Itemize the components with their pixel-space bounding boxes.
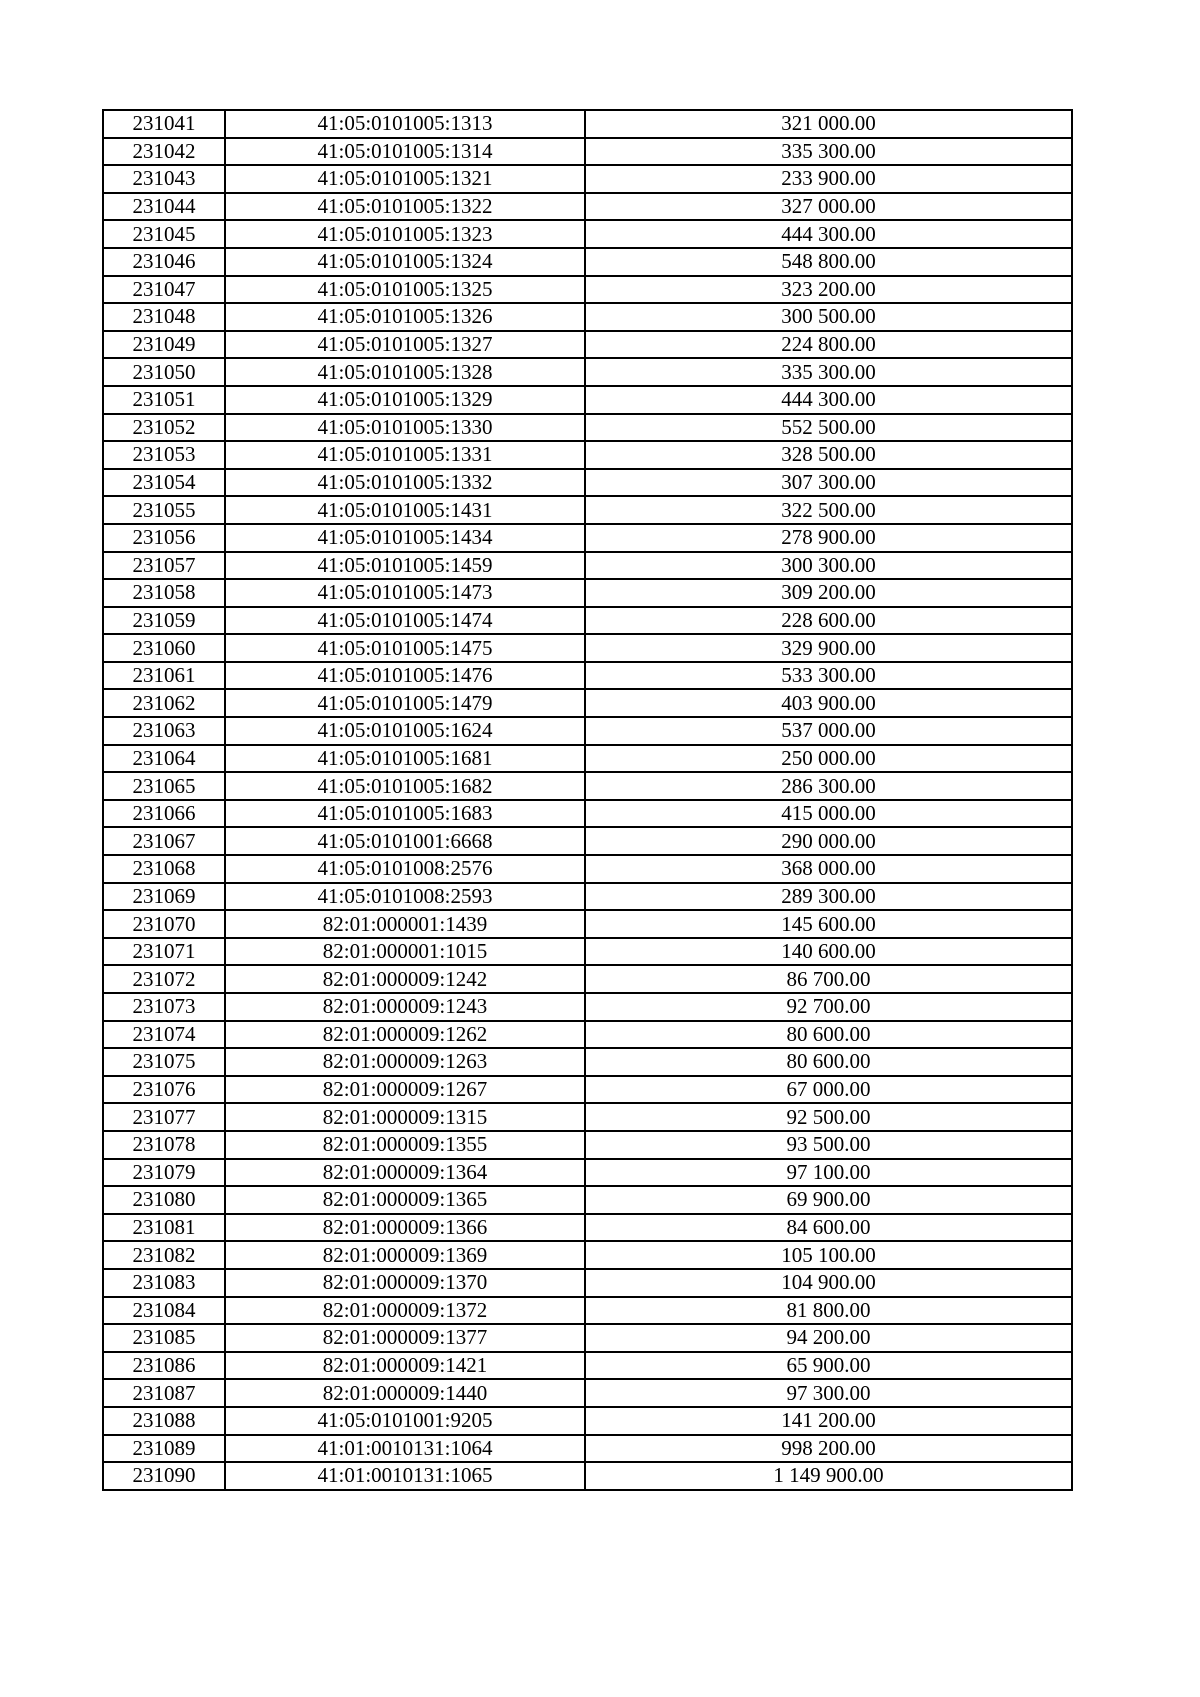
row-number-cell: 231049 bbox=[103, 331, 225, 359]
table-row bbox=[103, 662, 1072, 690]
row-number-cell: 231072 bbox=[103, 965, 225, 993]
row-number-cell: 231077 bbox=[103, 1103, 225, 1131]
table-row bbox=[103, 524, 1072, 552]
row-number-cell: 231045 bbox=[103, 220, 225, 248]
row-number-cell: 231062 bbox=[103, 689, 225, 717]
row-number-cell: 231061 bbox=[103, 662, 225, 690]
value-cell: 86 700.00 bbox=[585, 965, 1072, 993]
row-number-cell: 231080 bbox=[103, 1186, 225, 1214]
table-row bbox=[103, 689, 1072, 717]
cadastral-number-cell: 82:01:000009:1421 bbox=[225, 1352, 585, 1380]
value-cell: 233 900.00 bbox=[585, 165, 1072, 193]
table-row bbox=[103, 1324, 1072, 1352]
value-cell: 998 200.00 bbox=[585, 1435, 1072, 1463]
value-cell: 80 600.00 bbox=[585, 1048, 1072, 1076]
value-cell: 537 000.00 bbox=[585, 717, 1072, 745]
cadastral-number-cell: 41:01:0010131:1065 bbox=[225, 1462, 585, 1490]
cadastral-number-cell: 82:01:000009:1267 bbox=[225, 1076, 585, 1104]
row-number-cell: 231090 bbox=[103, 1462, 225, 1490]
value-cell: 250 000.00 bbox=[585, 745, 1072, 773]
cadastral-number-cell: 82:01:000009:1366 bbox=[225, 1214, 585, 1242]
row-number-cell: 231044 bbox=[103, 193, 225, 221]
table-row bbox=[103, 800, 1072, 828]
table-row bbox=[103, 745, 1072, 773]
value-cell: 444 300.00 bbox=[585, 220, 1072, 248]
value-cell: 552 500.00 bbox=[585, 414, 1072, 442]
cadastral-number-cell: 41:05:0101005:1314 bbox=[225, 138, 585, 166]
cadastral-number-cell: 41:05:0101005:1328 bbox=[225, 358, 585, 386]
cadastral-number-cell: 41:05:0101005:1330 bbox=[225, 414, 585, 442]
table-row bbox=[103, 110, 1072, 138]
table-body bbox=[103, 110, 1072, 1490]
cadastral-number-cell: 41:05:0101005:1331 bbox=[225, 441, 585, 469]
cadastral-number-cell: 82:01:000001:1015 bbox=[225, 938, 585, 966]
table-row bbox=[103, 772, 1072, 800]
row-number-cell: 231075 bbox=[103, 1048, 225, 1076]
cadastral-number-cell: 82:01:000009:1262 bbox=[225, 1021, 585, 1049]
cadastral-number-cell: 41:05:0101005:1325 bbox=[225, 276, 585, 304]
value-cell: 278 900.00 bbox=[585, 524, 1072, 552]
cadastral-number-cell: 41:05:0101005:1321 bbox=[225, 165, 585, 193]
cadastral-number-cell: 41:05:0101005:1322 bbox=[225, 193, 585, 221]
row-number-cell: 231083 bbox=[103, 1269, 225, 1297]
cadastral-number-cell: 41:05:0101005:1313 bbox=[225, 110, 585, 138]
cadastral-number-cell: 41:05:0101005:1682 bbox=[225, 772, 585, 800]
cadastral-number-cell: 41:05:0101005:1473 bbox=[225, 579, 585, 607]
table-row bbox=[103, 276, 1072, 304]
table-row bbox=[103, 552, 1072, 580]
value-cell: 65 900.00 bbox=[585, 1352, 1072, 1380]
cadastral-number-cell: 41:05:0101005:1683 bbox=[225, 800, 585, 828]
value-cell: 335 300.00 bbox=[585, 138, 1072, 166]
row-number-cell: 231042 bbox=[103, 138, 225, 166]
table-row bbox=[103, 1131, 1072, 1159]
cadastral-number-cell: 82:01:000009:1377 bbox=[225, 1324, 585, 1352]
table-row bbox=[103, 1297, 1072, 1325]
cadastral-number-cell: 82:01:000009:1315 bbox=[225, 1103, 585, 1131]
row-number-cell: 231069 bbox=[103, 883, 225, 911]
row-number-cell: 231081 bbox=[103, 1214, 225, 1242]
table-row bbox=[103, 469, 1072, 497]
value-cell: 92 500.00 bbox=[585, 1103, 1072, 1131]
row-number-cell: 231066 bbox=[103, 800, 225, 828]
cadastral-number-cell: 41:05:0101005:1681 bbox=[225, 745, 585, 773]
value-cell: 290 000.00 bbox=[585, 827, 1072, 855]
table-row bbox=[103, 1021, 1072, 1049]
table-row bbox=[103, 1076, 1072, 1104]
table-row bbox=[103, 1159, 1072, 1187]
value-cell: 335 300.00 bbox=[585, 358, 1072, 386]
table-row bbox=[103, 358, 1072, 386]
value-cell: 300 300.00 bbox=[585, 552, 1072, 580]
table-row bbox=[103, 1435, 1072, 1463]
cadastral-number-cell: 82:01:000009:1242 bbox=[225, 965, 585, 993]
row-number-cell: 231050 bbox=[103, 358, 225, 386]
cadastral-number-cell: 41:05:0101005:1329 bbox=[225, 386, 585, 414]
cadastral-number-cell: 82:01:000009:1440 bbox=[225, 1379, 585, 1407]
table-row bbox=[103, 220, 1072, 248]
row-number-cell: 231070 bbox=[103, 910, 225, 938]
cadastral-number-cell: 41:05:0101005:1479 bbox=[225, 689, 585, 717]
value-cell: 97 300.00 bbox=[585, 1379, 1072, 1407]
row-number-cell: 231057 bbox=[103, 552, 225, 580]
table-row bbox=[103, 1269, 1072, 1297]
row-number-cell: 231051 bbox=[103, 386, 225, 414]
table-row bbox=[103, 938, 1072, 966]
cadastral-number-cell: 41:05:0101005:1474 bbox=[225, 607, 585, 635]
value-cell: 321 000.00 bbox=[585, 110, 1072, 138]
row-number-cell: 231052 bbox=[103, 414, 225, 442]
row-number-cell: 231082 bbox=[103, 1241, 225, 1269]
row-number-cell: 231068 bbox=[103, 855, 225, 883]
table-row bbox=[103, 883, 1072, 911]
value-cell: 145 600.00 bbox=[585, 910, 1072, 938]
table-row bbox=[103, 1214, 1072, 1242]
value-cell: 97 100.00 bbox=[585, 1159, 1072, 1187]
row-number-cell: 231056 bbox=[103, 524, 225, 552]
value-cell: 307 300.00 bbox=[585, 469, 1072, 497]
cadastral-number-cell: 41:05:0101005:1326 bbox=[225, 303, 585, 331]
cadastral-number-cell: 82:01:000009:1370 bbox=[225, 1269, 585, 1297]
row-number-cell: 231078 bbox=[103, 1131, 225, 1159]
table-row bbox=[103, 910, 1072, 938]
table-row bbox=[103, 1352, 1072, 1380]
row-number-cell: 231087 bbox=[103, 1379, 225, 1407]
table-row bbox=[103, 138, 1072, 166]
value-cell: 228 600.00 bbox=[585, 607, 1072, 635]
value-cell: 548 800.00 bbox=[585, 248, 1072, 276]
value-cell: 84 600.00 bbox=[585, 1214, 1072, 1242]
row-number-cell: 231048 bbox=[103, 303, 225, 331]
value-cell: 286 300.00 bbox=[585, 772, 1072, 800]
cadastral-number-cell: 82:01:000009:1355 bbox=[225, 1131, 585, 1159]
value-cell: 300 500.00 bbox=[585, 303, 1072, 331]
value-cell: 104 900.00 bbox=[585, 1269, 1072, 1297]
table-row bbox=[103, 634, 1072, 662]
value-cell: 141 200.00 bbox=[585, 1407, 1072, 1435]
value-cell: 93 500.00 bbox=[585, 1131, 1072, 1159]
row-number-cell: 231043 bbox=[103, 165, 225, 193]
table-row bbox=[103, 717, 1072, 745]
row-number-cell: 231053 bbox=[103, 441, 225, 469]
row-number-cell: 231063 bbox=[103, 717, 225, 745]
value-cell: 329 900.00 bbox=[585, 634, 1072, 662]
cadastral-number-cell: 41:05:0101005:1434 bbox=[225, 524, 585, 552]
table-row bbox=[103, 165, 1072, 193]
table-row bbox=[103, 193, 1072, 221]
cadastral-number-cell: 41:01:0010131:1064 bbox=[225, 1435, 585, 1463]
cadastral-number-cell: 82:01:000009:1365 bbox=[225, 1186, 585, 1214]
row-number-cell: 231076 bbox=[103, 1076, 225, 1104]
value-cell: 105 100.00 bbox=[585, 1241, 1072, 1269]
cadastral-number-cell: 41:05:0101008:2576 bbox=[225, 855, 585, 883]
cadastral-number-cell: 41:05:0101005:1431 bbox=[225, 496, 585, 524]
cadastral-number-cell: 41:05:0101005:1327 bbox=[225, 331, 585, 359]
value-cell: 415 000.00 bbox=[585, 800, 1072, 828]
table-row bbox=[103, 855, 1072, 883]
row-number-cell: 231055 bbox=[103, 496, 225, 524]
row-number-cell: 231067 bbox=[103, 827, 225, 855]
value-cell: 328 500.00 bbox=[585, 441, 1072, 469]
row-number-cell: 231079 bbox=[103, 1159, 225, 1187]
row-number-cell: 231065 bbox=[103, 772, 225, 800]
row-number-cell: 231054 bbox=[103, 469, 225, 497]
table-row bbox=[103, 386, 1072, 414]
cadastral-number-cell: 41:05:0101005:1332 bbox=[225, 469, 585, 497]
table-row bbox=[103, 1186, 1072, 1214]
table-row bbox=[103, 579, 1072, 607]
row-number-cell: 231060 bbox=[103, 634, 225, 662]
row-number-cell: 231059 bbox=[103, 607, 225, 635]
value-cell: 69 900.00 bbox=[585, 1186, 1072, 1214]
value-cell: 92 700.00 bbox=[585, 993, 1072, 1021]
cadastral-number-cell: 41:05:0101005:1624 bbox=[225, 717, 585, 745]
cadastral-number-cell: 82:01:000001:1439 bbox=[225, 910, 585, 938]
cadastral-number-cell: 82:01:000009:1372 bbox=[225, 1297, 585, 1325]
row-number-cell: 231088 bbox=[103, 1407, 225, 1435]
value-cell: 224 800.00 bbox=[585, 331, 1072, 359]
row-number-cell: 231085 bbox=[103, 1324, 225, 1352]
table-row bbox=[103, 1379, 1072, 1407]
value-cell: 444 300.00 bbox=[585, 386, 1072, 414]
table-row bbox=[103, 965, 1072, 993]
table-row bbox=[103, 1462, 1072, 1490]
row-number-cell: 231041 bbox=[103, 110, 225, 138]
table-row bbox=[103, 414, 1072, 442]
cadastral-number-cell: 41:05:0101005:1323 bbox=[225, 220, 585, 248]
row-number-cell: 231047 bbox=[103, 276, 225, 304]
value-cell: 289 300.00 bbox=[585, 883, 1072, 911]
row-number-cell: 231084 bbox=[103, 1297, 225, 1325]
cadastral-number-cell: 41:05:0101005:1324 bbox=[225, 248, 585, 276]
table-row bbox=[103, 441, 1072, 469]
value-cell: 94 200.00 bbox=[585, 1324, 1072, 1352]
table-row bbox=[103, 1241, 1072, 1269]
table-row bbox=[103, 1103, 1072, 1131]
row-number-cell: 231064 bbox=[103, 745, 225, 773]
row-number-cell: 231071 bbox=[103, 938, 225, 966]
table-row bbox=[103, 303, 1072, 331]
row-number-cell: 231089 bbox=[103, 1435, 225, 1463]
row-number-cell: 231074 bbox=[103, 1021, 225, 1049]
cadastral-number-cell: 41:05:0101005:1475 bbox=[225, 634, 585, 662]
value-cell: 368 000.00 bbox=[585, 855, 1072, 883]
table-row bbox=[103, 827, 1072, 855]
table-row bbox=[103, 1048, 1072, 1076]
table-row bbox=[103, 607, 1072, 635]
cadastral-value-table bbox=[102, 109, 1073, 1491]
value-cell: 327 000.00 bbox=[585, 193, 1072, 221]
cadastral-number-cell: 82:01:000009:1369 bbox=[225, 1241, 585, 1269]
cadastral-number-cell: 82:01:000009:1263 bbox=[225, 1048, 585, 1076]
cadastral-number-cell: 41:05:0101001:9205 bbox=[225, 1407, 585, 1435]
value-cell: 309 200.00 bbox=[585, 579, 1072, 607]
table-row bbox=[103, 331, 1072, 359]
cadastral-number-cell: 41:05:0101005:1476 bbox=[225, 662, 585, 690]
value-cell: 140 600.00 bbox=[585, 938, 1072, 966]
cadastral-number-cell: 41:05:0101001:6668 bbox=[225, 827, 585, 855]
value-cell: 322 500.00 bbox=[585, 496, 1072, 524]
table-row bbox=[103, 248, 1072, 276]
row-number-cell: 231058 bbox=[103, 579, 225, 607]
cadastral-number-cell: 82:01:000009:1364 bbox=[225, 1159, 585, 1187]
table-row bbox=[103, 496, 1072, 524]
value-cell: 80 600.00 bbox=[585, 1021, 1072, 1049]
value-cell: 533 300.00 bbox=[585, 662, 1072, 690]
value-cell: 403 900.00 bbox=[585, 689, 1072, 717]
cadastral-number-cell: 41:05:0101008:2593 bbox=[225, 883, 585, 911]
value-cell: 1 149 900.00 bbox=[585, 1462, 1072, 1490]
value-cell: 81 800.00 bbox=[585, 1297, 1072, 1325]
table-row bbox=[103, 993, 1072, 1021]
row-number-cell: 231046 bbox=[103, 248, 225, 276]
cadastral-number-cell: 82:01:000009:1243 bbox=[225, 993, 585, 1021]
value-cell: 323 200.00 bbox=[585, 276, 1072, 304]
cadastral-number-cell: 41:05:0101005:1459 bbox=[225, 552, 585, 580]
row-number-cell: 231086 bbox=[103, 1352, 225, 1380]
table-row bbox=[103, 1407, 1072, 1435]
value-cell: 67 000.00 bbox=[585, 1076, 1072, 1104]
row-number-cell: 231073 bbox=[103, 993, 225, 1021]
